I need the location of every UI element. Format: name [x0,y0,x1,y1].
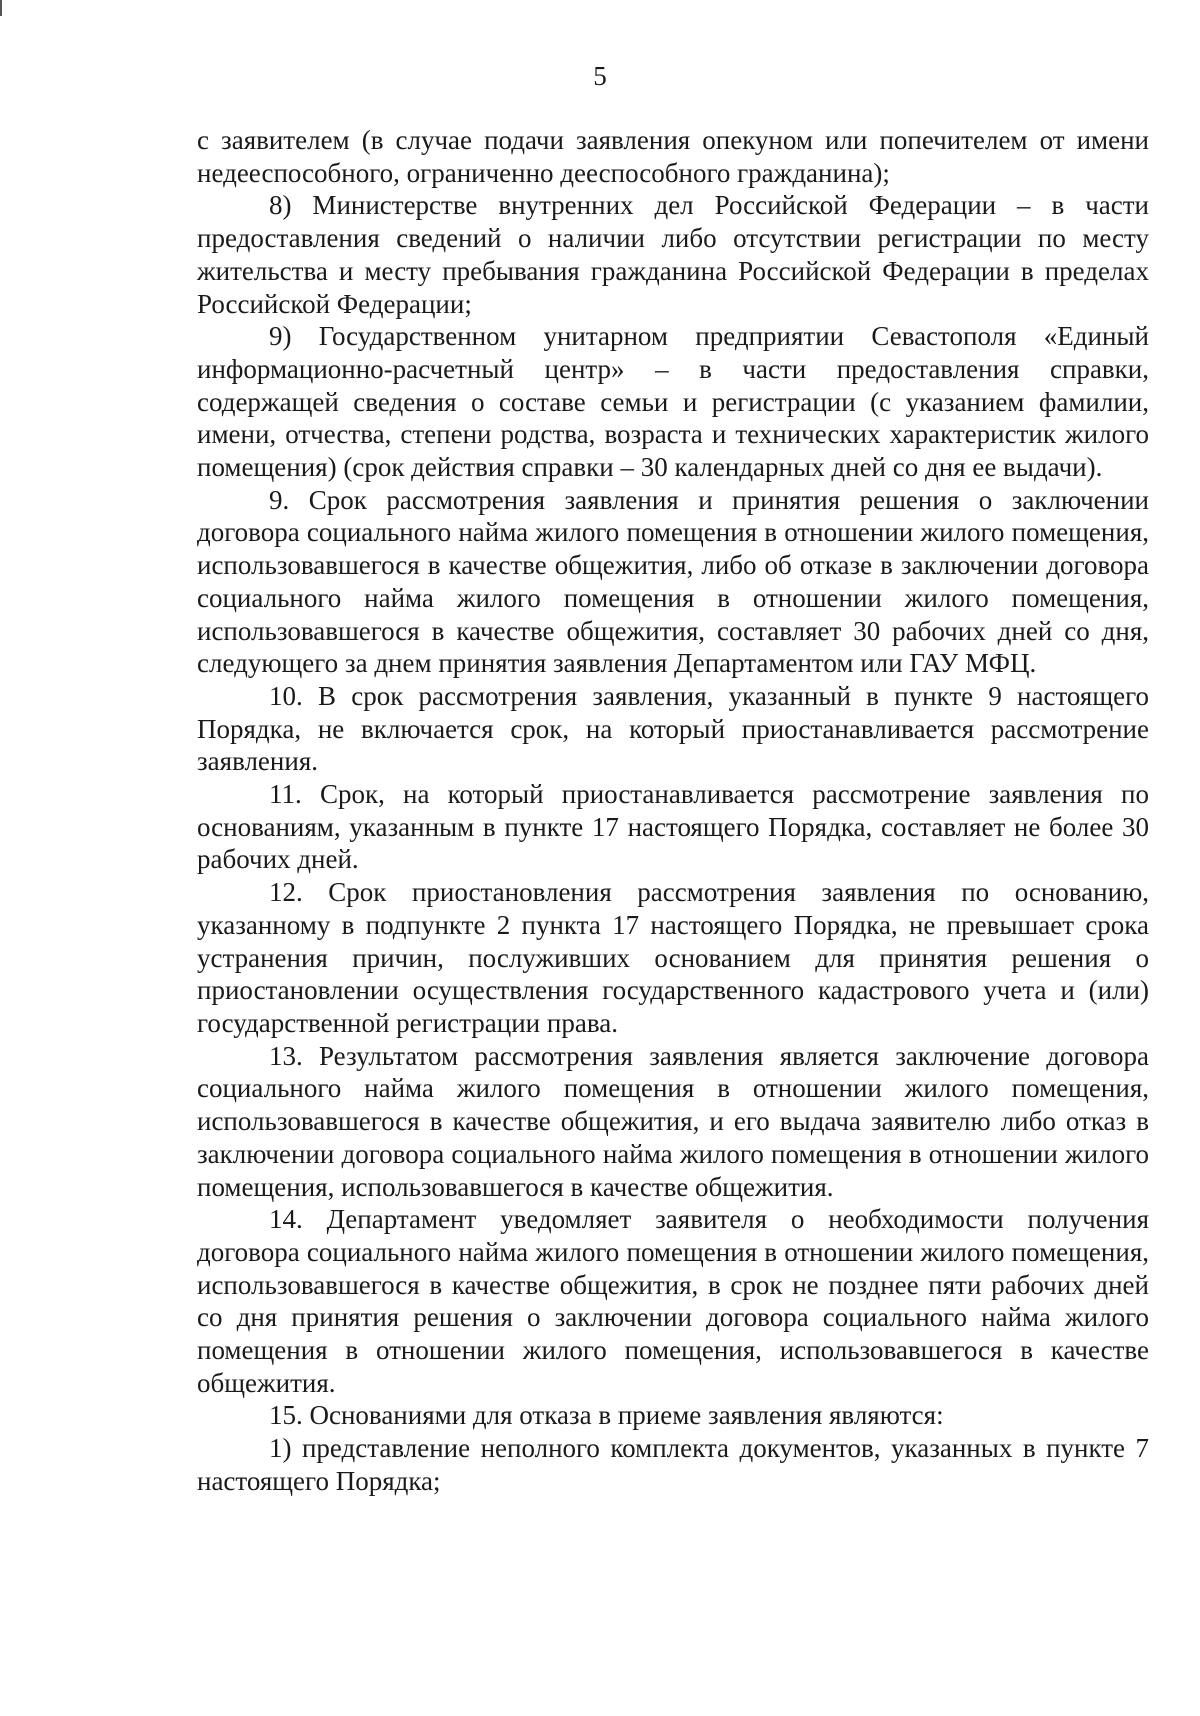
paragraph-continuation: с заявителем (в случае подачи заявления опекуном или попечителем от имени недееспособного, ограниченно дееспособного гражданина); [197,125,1149,188]
paragraph-point-11: 11. Срок, на который приостанавливается рассмотрение заявления по основаниям, указанным в пункте 17 настоящего Порядка, составляет не более 30 рабочих дней. [197,779,1149,875]
paragraph-item-9-eirc: 9) Государственном унитарном предприятии Севастополя «Единый информационно-расчетный центр» – в части предоставления справки, содержащей сведения о составе семьи и регистрации (с указанием фамилии, имени, отчества, степени родства, возраста и технических характеристик жилого помещения) (срок действия справки – 30 календарных дней со дня ее выдачи). [197,321,1149,483]
document-body [197,124,1149,1498]
paragraph-point-13: 13. Результатом рассмотрения заявления является заключение договора социального найма жилого помещения в отношении жилого помещения, использовавшегося в качестве общежития, и его выдача заявителю либо отказ в заключении договора социального найма жилого помещения в отношении жилого помещения, использовавшегося в качестве общежития. [197,1040,1149,1202]
paragraph-point-12: 12. Срок приостановления рассмотрения заявления по основанию, указанному в подпункте 2 пункта 17 настоящего Порядка, не превышает срока устранения причин, послуживших основанием для принятия решения о приостановлении осуществления государственного кадастрового учета и (или) государственной регистрации права. [197,877,1149,1038]
scan-edge-mark [0,0,2,16]
paragraph-point-9: 9. Срок рассмотрения заявления и принятия решения о заключении договора социального найма жилого помещения в отношении жилого помещения, использовавшегося в качестве общежития, либо об отказе в заключении договора социального найма жилого помещения в отношении жилого помещения, использовавшегося в качестве общежития, составляет 30 рабочих дней со дня, следующего за днем принятия заявления Департаментом или ГАУ МФЦ. [197,484,1149,679]
paragraph-item-8-mvd: 8) Министерстве внутренних дел Российской Федерации – в части предоставления сведений о наличии либо отсутствии регистрации по месту жительства и месту пребывания гражданина Российской Федерации в пределах Российской Федерации; [197,190,1149,319]
paragraph-point-15: 15. Основаниями для отказа в приеме заявления являются: [269,1400,944,1431]
paragraph-point-14: 14. Департамент уведомляет заявителя о необходимости получения договора социального найма жилого помещения в отношении жилого помещения, использовавшегося в качестве общежития, в срок не позднее пяти рабочих дней со дня принятия решения о заключении договора социального найма жилого помещения в отношении жилого помещения, использовавшегося в качестве общежития. [197,1204,1149,1398]
page-number: 5 [593,61,607,91]
paragraph-point-15-item-1: 1) представление неполного комплекта документов, указанных в пункте 7 настоящего Порядка; [197,1433,1149,1496]
paragraph-point-10: 10. В срок рассмотрения заявления, указанный в пункте 9 настоящего Порядка, не включается срок, на который приостанавливается рассмотрение заявления. [197,680,1149,777]
